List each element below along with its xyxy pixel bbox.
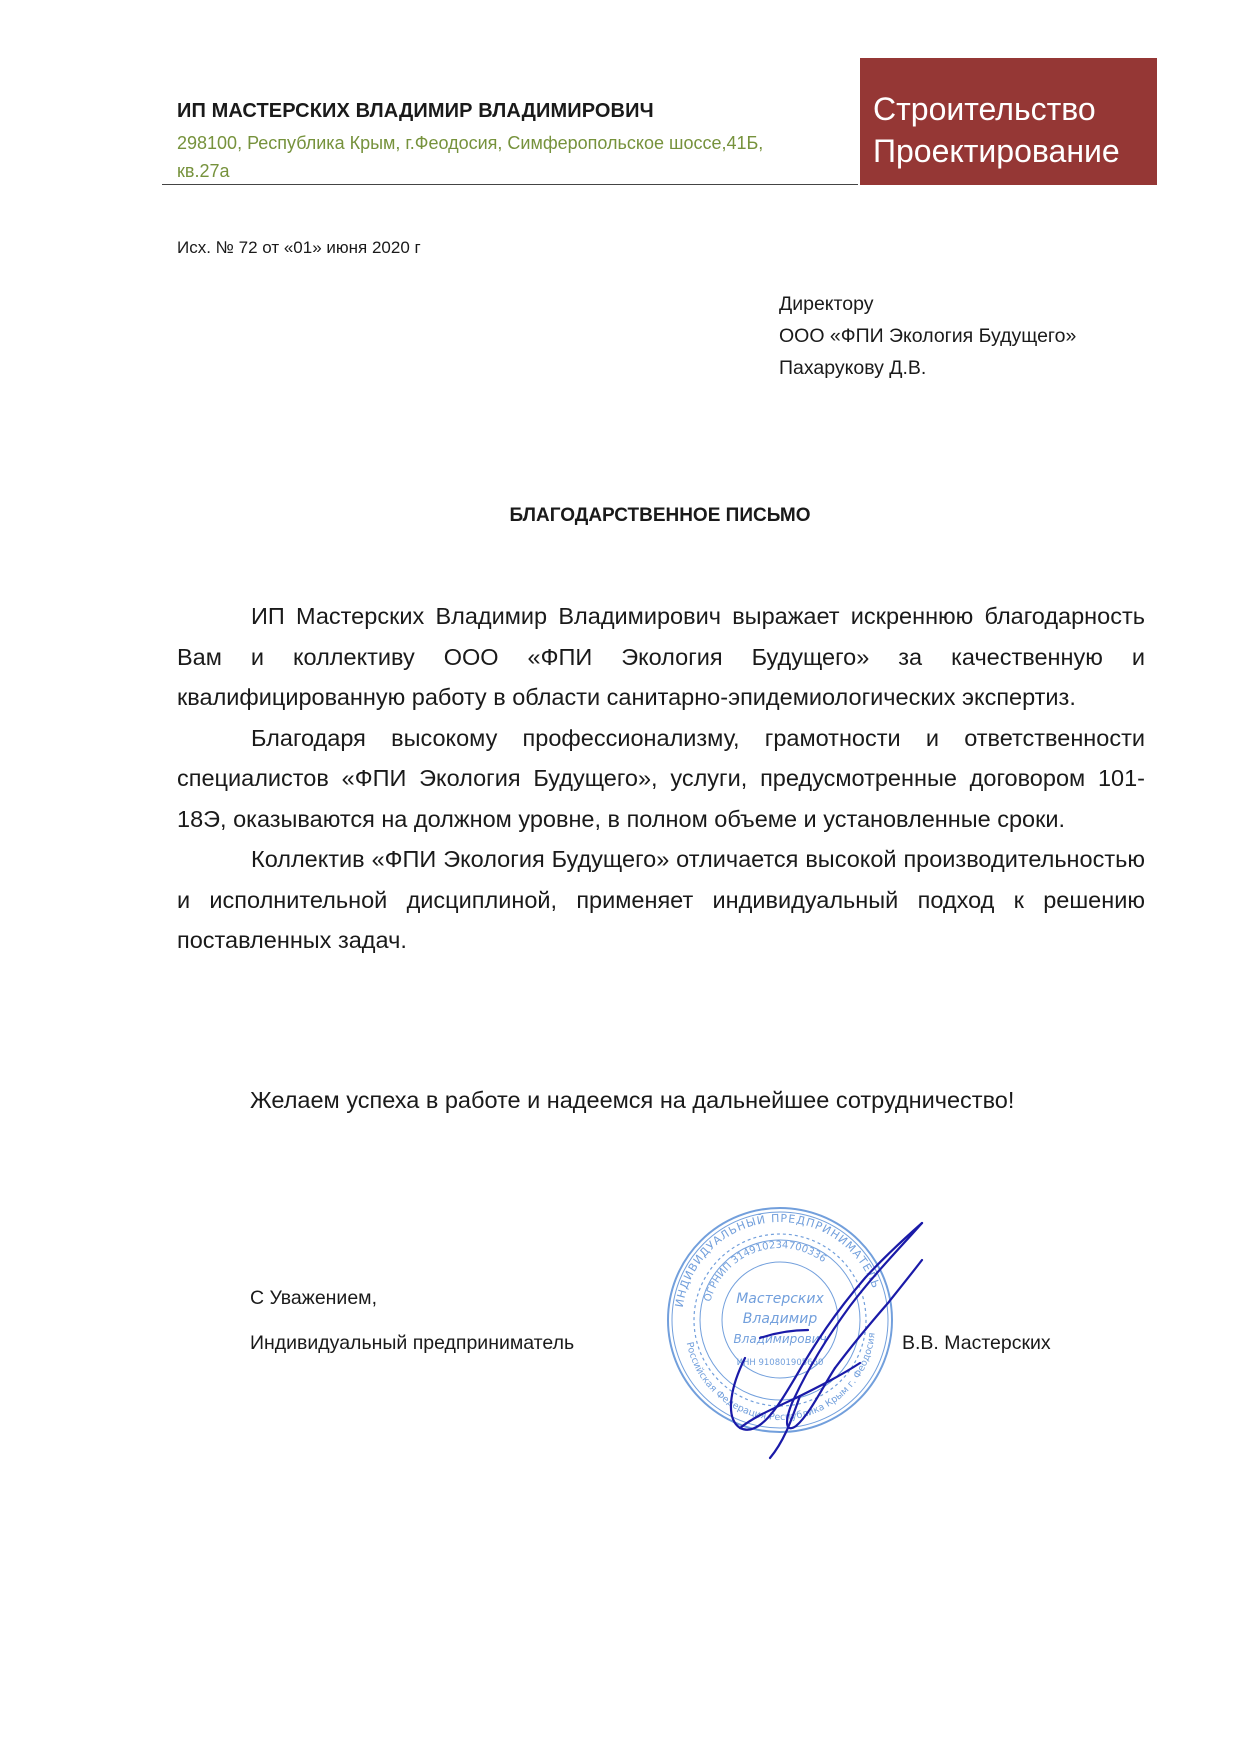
address-line-2: кв.27а [177, 161, 230, 181]
brand-box [860, 58, 1157, 185]
addressee-person: Пахарукову Д.В. [779, 357, 927, 379]
stamp-center-line-2: Владимир [742, 1311, 818, 1327]
regards: С Уважением, [250, 1287, 377, 1309]
signer-title: Индивидуальный предприниматель [250, 1332, 575, 1354]
signer-name: В.В. Мастерских [902, 1332, 1051, 1354]
stamp-inn-text: ИНН 910801905660 [736, 1358, 824, 1368]
stamp-outer-text: ИНДИВИДУАЛЬНЫЙ ПРЕДПРИНИМАТЕЛЬ [672, 1211, 883, 1309]
body-paragraph-1: ИП Мастерских Владимир Владимирович выражает искреннюю благодарность Вам и коллективу ООО «ФПИ Экология Будущего» за качественную и квалифицированную работу в области санитарно-эпидемиологических экспертиз. [177, 603, 1145, 710]
header-divider [162, 184, 858, 185]
org-name: ИП МАСТЕРСКИХ ВЛАДИМИР ВЛАДИМИРОВИЧ [177, 100, 654, 122]
stamp-center-line-3: Владимирович [733, 1332, 827, 1346]
handwritten-signature [700, 1218, 950, 1468]
outgoing-reference: Исх. № 72 от «01» июня 2020 г [177, 238, 421, 257]
stamp-center-line-1: Мастерских [736, 1291, 824, 1307]
address-line-1: 298100, Республика Крым, г.Феодосия, Симферопольское шоссе,41Б, [177, 133, 764, 153]
brand-line-2: Проектирование [873, 133, 1120, 169]
closing-wish: Желаем успеха в работе и надеемся на дальнейшее сотрудничество! [250, 1087, 1015, 1113]
addressee-block [779, 288, 1076, 384]
addressee-position: Директору [779, 293, 874, 315]
letter-title: БЛАГОДАРСТВЕННОЕ ПИСЬМО [509, 505, 811, 526]
body-paragraph-3: Коллектив «ФПИ Экология Будущего» отличается высокой производительностью и исполнительной дисциплиной, применяет индивидуальный подход к решению поставленных задач. [177, 846, 1145, 953]
addressee-company: ООО «ФПИ Экология Будущего» [779, 325, 1077, 347]
letter-body [177, 596, 1145, 961]
brand-line-1: Строительство [873, 91, 1096, 127]
body-paragraph-2: Благодаря высокому профессионализму, грамотности и ответственности специалистов «ФПИ Экология Будущего», услуги, предусмотренные договором 101-18Э, оказываются на должном уровне, в полном объеме и установленные сроки. [177, 724, 1145, 832]
stamp-bottom-text: Российская Федерация Республика Крым г. Феодосия [683, 1332, 878, 1424]
stamp-ogrnip-text: ОГРНИП 314910234700336 [702, 1239, 828, 1304]
org-address [177, 129, 817, 185]
